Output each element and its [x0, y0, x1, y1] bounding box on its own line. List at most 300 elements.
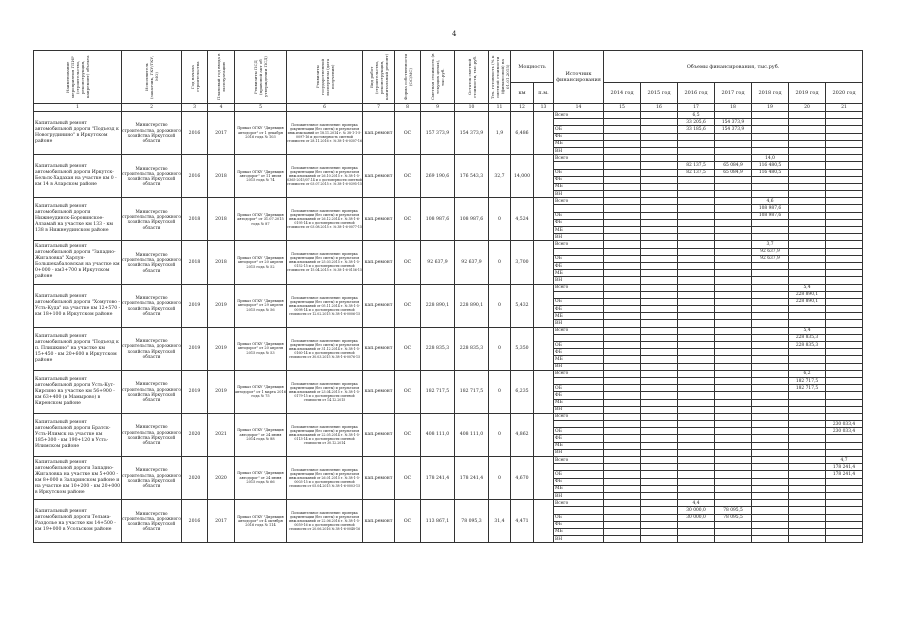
- financing-value: [604, 507, 641, 514]
- financing-value: [752, 133, 789, 140]
- financing-value: [604, 399, 641, 406]
- expertise-details: Положительное заключение: проверка документации (без сметы) и результатов инж.изысканий от 25.03.2015 г. № 38-1-5-0152-15 и о достоверности сметной стоимости от 15.04.2015 г. № 38-1-6-0156-15: [287, 241, 363, 284]
- financing-value: [604, 334, 641, 341]
- financing-value: [826, 248, 863, 255]
- financing-value: [604, 492, 641, 499]
- financing-value: [678, 356, 715, 363]
- financing-value: [641, 198, 678, 205]
- financing-value: [826, 119, 863, 126]
- psd-details: Приказ ОГКУ "Дирекция автодорог" от 20 апреля 2015 года № 53: [235, 327, 287, 370]
- financing-value: [604, 370, 641, 377]
- financing-value: [826, 306, 863, 313]
- table-row: [34, 413, 863, 420]
- financing-value: [789, 413, 826, 420]
- year-header: 2015 год: [641, 83, 678, 104]
- ownership: ОС: [395, 500, 421, 543]
- financing-value: [604, 291, 641, 298]
- financing-value: [604, 212, 641, 219]
- financing-value: [715, 334, 752, 341]
- start-year: 2016: [182, 500, 208, 543]
- financing-value: 5,4: [789, 284, 826, 291]
- financing-value: [752, 334, 789, 341]
- funding-source: МБ: [554, 183, 604, 190]
- remaining-cost: 178 241,4: [455, 457, 489, 500]
- year-header: 2020 год: [826, 83, 863, 104]
- financing-value: [826, 176, 863, 183]
- financing-value: [641, 528, 678, 535]
- funding-source: МБ: [554, 399, 604, 406]
- funding-source: ОБ: [554, 212, 604, 219]
- capacity-km: 5,432: [511, 284, 534, 327]
- financing-value: [826, 255, 863, 262]
- financing-value: [641, 183, 678, 190]
- financing-value: [678, 133, 715, 140]
- financing-value: 178 241,4: [826, 471, 863, 478]
- financing-value: [752, 262, 789, 269]
- ownership: ОС: [395, 112, 421, 155]
- financing-value: [641, 377, 678, 384]
- financing-value: [641, 191, 678, 198]
- financing-value: [604, 377, 641, 384]
- financing-value: [826, 377, 863, 384]
- financing-value: [715, 270, 752, 277]
- financing-value: [604, 183, 641, 190]
- financing-value: [715, 112, 752, 119]
- financing-value: 3,7: [752, 241, 789, 248]
- financing-value: [789, 219, 826, 226]
- col-executor-header: Исполнитель (заказчик, ГКУ/ГКУ, МО): [122, 51, 182, 104]
- end-year: 2018: [208, 241, 235, 284]
- financing-value: [826, 291, 863, 298]
- financing-value: [604, 306, 641, 313]
- financing-value: [826, 442, 863, 449]
- financing-value: [789, 255, 826, 262]
- col-financing-header: Объемы финансирования, тыс.руб.: [604, 51, 863, 83]
- financing-value: [678, 320, 715, 327]
- end-year: 2018: [208, 155, 235, 198]
- funding-source: Всего: [554, 413, 604, 420]
- financing-value: [752, 392, 789, 399]
- financing-value: [678, 413, 715, 420]
- remaining-cost: 78 095,3: [455, 500, 489, 543]
- ownership: ОС: [395, 284, 421, 327]
- financing-value: [715, 140, 752, 147]
- col-ownership-header: Форма собственности (ОС/МС): [395, 51, 421, 104]
- financing-value: [641, 464, 678, 471]
- funding-source: Всего: [554, 241, 604, 248]
- financing-value: [604, 234, 641, 241]
- financing-value: [641, 421, 678, 428]
- financing-value: [715, 471, 752, 478]
- object-name: Капитальный ремонт автомобильной дороги Иркутск-Бельск-Хадахан на участке км 0 - км 14 в Аларском районе: [34, 155, 122, 198]
- financing-value: [678, 442, 715, 449]
- funding-source: ОБ: [554, 169, 604, 176]
- financing-value: 154 373,9: [715, 126, 752, 133]
- table-row: [34, 327, 863, 334]
- psd-details: Приказ ОГКУ "Дирекция автодорог" от 29 апреля 2015 года № 56: [235, 284, 287, 327]
- funding-source: ФБ: [554, 262, 604, 269]
- financing-value: [715, 342, 752, 349]
- funding-source: ФБ: [554, 392, 604, 399]
- financing-value: [789, 500, 826, 507]
- financing-value: [715, 248, 752, 255]
- funding-source: ВН: [554, 320, 604, 327]
- psd-details: Приказ ОГКУ "Дирекция автодорог" от 1 марта 2016 года № 75: [235, 370, 287, 413]
- financing-value: [752, 219, 789, 226]
- financing-value: [826, 126, 863, 133]
- financing-value: [789, 155, 826, 162]
- financing-value: [789, 421, 826, 428]
- financing-value: [752, 406, 789, 413]
- remaining-cost: 228 890,1: [455, 284, 489, 327]
- financing-value: [752, 298, 789, 305]
- financing-value: [641, 521, 678, 528]
- funding-source: [554, 119, 604, 126]
- financing-value: [789, 406, 826, 413]
- funding-source: ВН: [554, 277, 604, 284]
- financing-value: [826, 219, 863, 226]
- financing-value: [826, 399, 863, 406]
- remaining-cost: 182 717,5: [455, 370, 489, 413]
- column-number: 19: [752, 104, 789, 112]
- financing-value: [641, 485, 678, 492]
- funding-source: ФБ: [554, 478, 604, 485]
- financing-value: [789, 435, 826, 442]
- financing-value: [641, 478, 678, 485]
- financing-value: [678, 478, 715, 485]
- financing-value: [826, 349, 863, 356]
- financing-value: [641, 270, 678, 277]
- funding-source: ВН: [554, 363, 604, 370]
- expertise-details: Положительное заключение: проверка документации (без сметы) и результатов инж.изысканий от 26.10.2015 г. № 38-1-5-0365-2015/07.14 и о достоверности сметной стоимости от 03.07.2015 г. № 38-1-6-0395-15: [287, 155, 363, 198]
- financing-value: [789, 492, 826, 499]
- financing-value: [678, 521, 715, 528]
- financing-value: [641, 392, 678, 399]
- financing-value: [604, 119, 641, 126]
- funding-source: ФБ: [554, 435, 604, 442]
- financing-value: [826, 500, 863, 507]
- work-type: кап.ремонт: [363, 198, 395, 241]
- financing-value: [752, 421, 789, 428]
- financing-value: [641, 155, 678, 162]
- financing-value: [826, 212, 863, 219]
- funding-source: ВН: [554, 449, 604, 456]
- financing-value: [715, 298, 752, 305]
- financing-value: 33 205,6: [678, 119, 715, 126]
- financing-value: [826, 327, 863, 334]
- column-number: 14: [554, 104, 604, 112]
- estimate-cost: 108 987,6: [421, 198, 455, 241]
- financing-value: [678, 227, 715, 234]
- financing-value: [678, 262, 715, 269]
- financing-value: [604, 262, 641, 269]
- start-year: 2020: [182, 457, 208, 500]
- capacity-km: 6,235: [511, 370, 534, 413]
- financing-value: [715, 370, 752, 377]
- financing-value: [715, 435, 752, 442]
- financing-value: [826, 356, 863, 363]
- financing-value: [715, 155, 752, 162]
- column-number: 12: [511, 104, 534, 112]
- ownership: ОС: [395, 241, 421, 284]
- object-name: Капитальный ремонт автомобильной дороги "Подъезд к Новогрудинино" в Иркутском районе: [34, 112, 122, 155]
- financing-value: [641, 248, 678, 255]
- financing-value: [752, 291, 789, 298]
- financing-value: 228 835,3: [789, 342, 826, 349]
- financing-value: [752, 176, 789, 183]
- financing-value: [678, 370, 715, 377]
- executor: Министерство строительства, дорожного хозяйства Иркутской области: [122, 413, 182, 456]
- financing-value: [641, 320, 678, 327]
- financing-value: [789, 241, 826, 248]
- work-type: кап.ремонт: [363, 500, 395, 543]
- financing-value: [789, 112, 826, 119]
- financing-value: [604, 140, 641, 147]
- expertise-details: Положительное заключение: проверка документации (без сметы) и результатов инж.изысканий от 26.12.2014 г. № 38-1-6-0195-14 и о достоверности сметной стоимости от 03.08.2015 г. № 38-1-6-0077-15: [287, 198, 363, 241]
- remaining-cost: 176 543,3: [455, 155, 489, 198]
- ownership: ОС: [395, 370, 421, 413]
- remaining-cost: 408 111,0: [455, 413, 489, 456]
- financing-value: [604, 457, 641, 464]
- executor: Министерство строительства, дорожного хозяйства Иркутской области: [122, 112, 182, 155]
- financing-value: [826, 133, 863, 140]
- financing-value: [641, 298, 678, 305]
- capacity-pm: [534, 198, 554, 241]
- column-number: 10: [455, 104, 489, 112]
- financing-table: [33, 50, 863, 543]
- financing-value: [678, 313, 715, 320]
- readiness: 0: [489, 241, 511, 284]
- funding-source: [554, 507, 604, 514]
- financing-value: [789, 198, 826, 205]
- end-year: 2017: [208, 112, 235, 155]
- financing-value: [715, 363, 752, 370]
- financing-value: [752, 492, 789, 499]
- financing-value: [678, 298, 715, 305]
- financing-value: [715, 478, 752, 485]
- financing-value: [604, 255, 641, 262]
- column-number-row: [34, 104, 863, 112]
- funding-source: ВН: [554, 492, 604, 499]
- col-source-header: Источник финансирования: [554, 51, 604, 104]
- financing-value: [715, 536, 752, 543]
- column-number: 7: [363, 104, 395, 112]
- financing-value: [641, 140, 678, 147]
- financing-value: [715, 442, 752, 449]
- financing-value: [641, 327, 678, 334]
- psd-details: Приказ ОГКУ "Дирекция автодорог" от 20 апреля 2015 года № 52: [235, 241, 287, 284]
- executor: Министерство строительства, дорожного хозяйства Иркутской области: [122, 327, 182, 370]
- capacity-km: 4,862: [511, 413, 534, 456]
- executor: Министерство строительства, дорожного хозяйства Иркутской области: [122, 284, 182, 327]
- financing-value: [604, 536, 641, 543]
- financing-value: [604, 191, 641, 198]
- financing-value: [752, 435, 789, 442]
- funding-source: ВН: [554, 234, 604, 241]
- financing-value: [752, 327, 789, 334]
- funding-source: [554, 377, 604, 384]
- financing-value: [604, 442, 641, 449]
- financing-value: 228 890,1: [789, 298, 826, 305]
- financing-value: [715, 521, 752, 528]
- financing-value: [604, 270, 641, 277]
- start-year: 2019: [182, 284, 208, 327]
- financing-value: [826, 485, 863, 492]
- financing-value: [752, 320, 789, 327]
- remaining-cost: 108 987,6: [455, 198, 489, 241]
- object-name: Капитальный ремонт автомобильной дороги Братск-Усть-Илимск на участке км 185+300 - км 190+120 в Усть-Илимском районе: [34, 413, 122, 456]
- table-row: [34, 112, 863, 119]
- start-year: 2019: [182, 327, 208, 370]
- financing-value: [715, 349, 752, 356]
- financing-value: [604, 219, 641, 226]
- financing-value: [641, 176, 678, 183]
- remaining-cost: 228 835,3: [455, 327, 489, 370]
- financing-value: 4,4: [678, 500, 715, 507]
- financing-value: [678, 140, 715, 147]
- capacity-pm: [534, 413, 554, 456]
- financing-value: [678, 435, 715, 442]
- financing-value: 78 095,5: [715, 514, 752, 521]
- financing-value: [715, 327, 752, 334]
- financing-value: [826, 521, 863, 528]
- financing-value: [641, 306, 678, 313]
- financing-value: [715, 133, 752, 140]
- financing-value: [752, 514, 789, 521]
- financing-value: [604, 500, 641, 507]
- capacity-km: 4,471: [511, 500, 534, 543]
- financing-value: 182 717,5: [789, 385, 826, 392]
- financing-value: [752, 284, 789, 291]
- financing-value: [789, 478, 826, 485]
- financing-value: [604, 464, 641, 471]
- column-number: 2: [122, 104, 182, 112]
- funding-source: МБ: [554, 313, 604, 320]
- capacity-pm: [534, 327, 554, 370]
- estimate-cost: 408 111,0: [421, 413, 455, 456]
- financing-value: [826, 478, 863, 485]
- funding-source: МБ: [554, 227, 604, 234]
- financing-value: [715, 255, 752, 262]
- financing-value: 116 480,5: [752, 169, 789, 176]
- year-header: 2014 год: [604, 83, 641, 104]
- financing-value: [604, 176, 641, 183]
- financing-value: [752, 370, 789, 377]
- financing-value: [752, 536, 789, 543]
- financing-value: [641, 514, 678, 521]
- funding-source: МБ: [554, 528, 604, 535]
- table-row: [34, 370, 863, 377]
- funding-source: ФБ: [554, 176, 604, 183]
- financing-value: [789, 133, 826, 140]
- financing-value: [715, 492, 752, 499]
- financing-value: [641, 119, 678, 126]
- financing-value: [678, 536, 715, 543]
- capacity-km: 4,524: [511, 198, 534, 241]
- financing-value: [826, 342, 863, 349]
- financing-value: 4,6: [752, 198, 789, 205]
- object-name: Капитальный ремонт автомобильной дороги "Хомутово - Усть-Куда" на участке км 12+570 - км 18+100 в Иркутском районе: [34, 284, 122, 327]
- financing-value: [789, 119, 826, 126]
- col-name-header: Наименование мероприятия ГПИР (строительство, реконструкция, капремонт) объекта: [34, 51, 122, 104]
- financing-value: [826, 162, 863, 169]
- financing-value: [641, 507, 678, 514]
- financing-value: [789, 521, 826, 528]
- financing-value: [678, 428, 715, 435]
- financing-value: [826, 528, 863, 535]
- funding-source: [554, 291, 604, 298]
- financing-value: [826, 198, 863, 205]
- column-number: 20: [789, 104, 826, 112]
- financing-value: [641, 147, 678, 154]
- financing-value: [641, 363, 678, 370]
- financing-value: [604, 421, 641, 428]
- financing-value: [789, 457, 826, 464]
- column-number: 3: [182, 104, 208, 112]
- funding-source: [554, 205, 604, 212]
- financing-value: [752, 277, 789, 284]
- column-number: 4: [208, 104, 235, 112]
- financing-value: [678, 248, 715, 255]
- financing-value: [641, 291, 678, 298]
- financing-value: [789, 363, 826, 370]
- psd-details: Приказ ОГКУ "Дирекция автодорог" от 24 июня 2014 года № 88: [235, 413, 287, 456]
- funding-source: ВН: [554, 536, 604, 543]
- financing-value: [789, 485, 826, 492]
- financing-value: [678, 291, 715, 298]
- funding-source: ФБ: [554, 133, 604, 140]
- column-number: 8: [395, 104, 421, 112]
- funding-source: Всего: [554, 112, 604, 119]
- funding-source: Всего: [554, 500, 604, 507]
- financing-value: [678, 147, 715, 154]
- work-type: кап.ремонт: [363, 457, 395, 500]
- financing-value: [789, 147, 826, 154]
- financing-value: [789, 442, 826, 449]
- financing-value: [641, 219, 678, 226]
- financing-value: [715, 385, 752, 392]
- financing-value: 65 084,9: [715, 169, 752, 176]
- expertise-details: Положительное заключение: проверка документации (без сметы) и результатов инж.изысканий от 26.01.2015 г. № 38-1-5-0003-15 и о достоверности сметной стоимости от 05.04.2015 № 38-1-6-0003-15: [287, 457, 363, 500]
- start-year: 2018: [182, 241, 208, 284]
- financing-value: [715, 191, 752, 198]
- financing-value: [752, 507, 789, 514]
- financing-value: [604, 147, 641, 154]
- financing-value: 30 000,0: [678, 507, 715, 514]
- expertise-details: Положительное заключение: проверка документации (без сметы) и результатов инж.изысканий от 22.05.2014 г. № 38-1-5-0113-14 и о достоверности сметной стоимости от 30.12.2014: [287, 413, 363, 456]
- readiness: 31,4: [489, 500, 511, 543]
- funding-source: [554, 464, 604, 471]
- financing-value: [789, 277, 826, 284]
- estimate-cost: 178 241,4: [421, 457, 455, 500]
- financing-value: [752, 147, 789, 154]
- year-header: 2019 год: [789, 83, 826, 104]
- financing-value: [752, 471, 789, 478]
- financing-value: [604, 205, 641, 212]
- financing-value: [715, 399, 752, 406]
- financing-value: [641, 492, 678, 499]
- readiness: 0: [489, 198, 511, 241]
- financing-value: 78 095,5: [715, 507, 752, 514]
- financing-value: [752, 126, 789, 133]
- end-year: 2017: [208, 500, 235, 543]
- object-name: Капитальный ремонт автомобильной дороги Усть-Кут-Кирсино на участке км 56+900 - км 63+400 (в Мамырово) в Киренском районе: [34, 370, 122, 413]
- financing-value: [752, 377, 789, 384]
- financing-value: [641, 356, 678, 363]
- financing-value: [826, 536, 863, 543]
- estimate-cost: 228 890,1: [421, 284, 455, 327]
- financing-value: [826, 140, 863, 147]
